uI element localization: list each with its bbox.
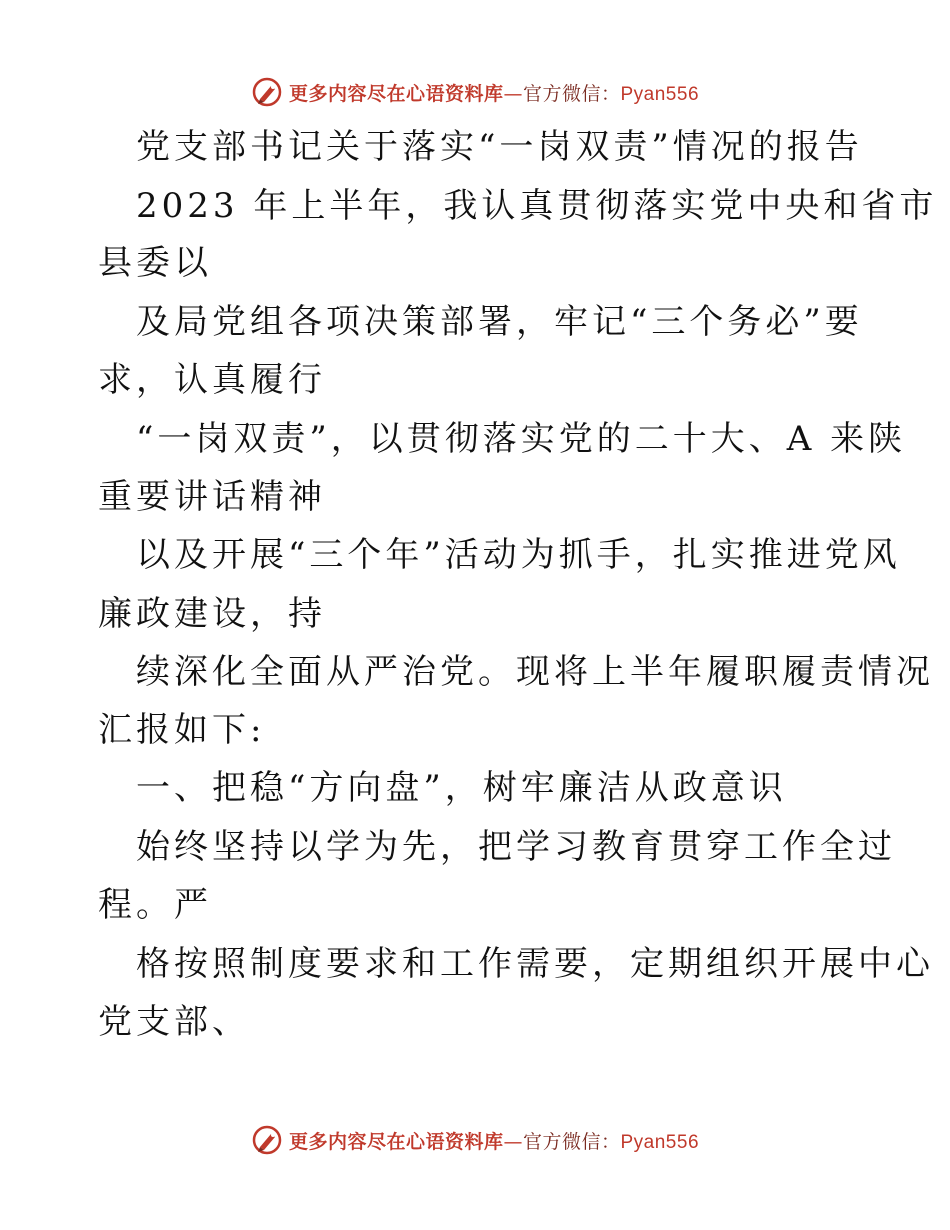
banner-wechat-label: 官方微信： bbox=[522, 82, 621, 105]
paragraph-line: 党支部、 bbox=[98, 1002, 250, 1042]
paragraph-line: 格按照制度要求和工作需要，定期组织开展中心 bbox=[136, 944, 934, 984]
document-title: 党支部书记关于落实“一岗双责”情况的报告 bbox=[136, 127, 863, 167]
paragraph-line: 县委以 bbox=[98, 243, 212, 283]
paragraph-line: 汇报如下: bbox=[98, 710, 266, 750]
paragraph-line: “一岗双责”，以贯彻落实党的二十大、A 来陕 bbox=[136, 419, 907, 459]
paragraph-line: 程。严 bbox=[98, 885, 212, 925]
section-heading: 一、把稳“方向盘”，树牢廉洁从政意识 bbox=[136, 768, 787, 808]
paragraph-line: 始终坚持以学为先，把学习教育贯穿工作全过 bbox=[136, 827, 896, 867]
paragraph-line: 及局党组各项决策部署，牢记“三个务必”要 bbox=[136, 302, 863, 342]
paragraph-line: 续深化全面从严治党。现将上半年履职履责情况 bbox=[136, 652, 934, 692]
banner-wechat-label: 官方微信： bbox=[522, 1130, 621, 1153]
footer-banner bbox=[0, 1120, 950, 1160]
paragraph-line: 求，认真履行 bbox=[98, 360, 326, 400]
banner-slogan: 更多内容尽在心语资料库 bbox=[288, 82, 504, 105]
paragraph-line: 2023 年上半年，我认真贯彻落实党中央和省市 bbox=[136, 186, 938, 226]
banner-wechat-id: Pyan556 bbox=[620, 83, 700, 105]
paragraph-line: 重要讲话精神 bbox=[98, 477, 326, 517]
banner-wechat-id: Pyan556 bbox=[620, 1131, 700, 1153]
banner-dash: — bbox=[503, 1130, 523, 1153]
pen-logo-icon bbox=[251, 1124, 283, 1156]
banner-slogan: 更多内容尽在心语资料库 bbox=[288, 1130, 504, 1153]
banner-dash: — bbox=[503, 82, 523, 105]
paragraph-line: 以及开展“三个年”活动为抓手，扎实推进党风 bbox=[136, 535, 901, 575]
paragraph-line: 廉政建设，持 bbox=[98, 594, 326, 634]
